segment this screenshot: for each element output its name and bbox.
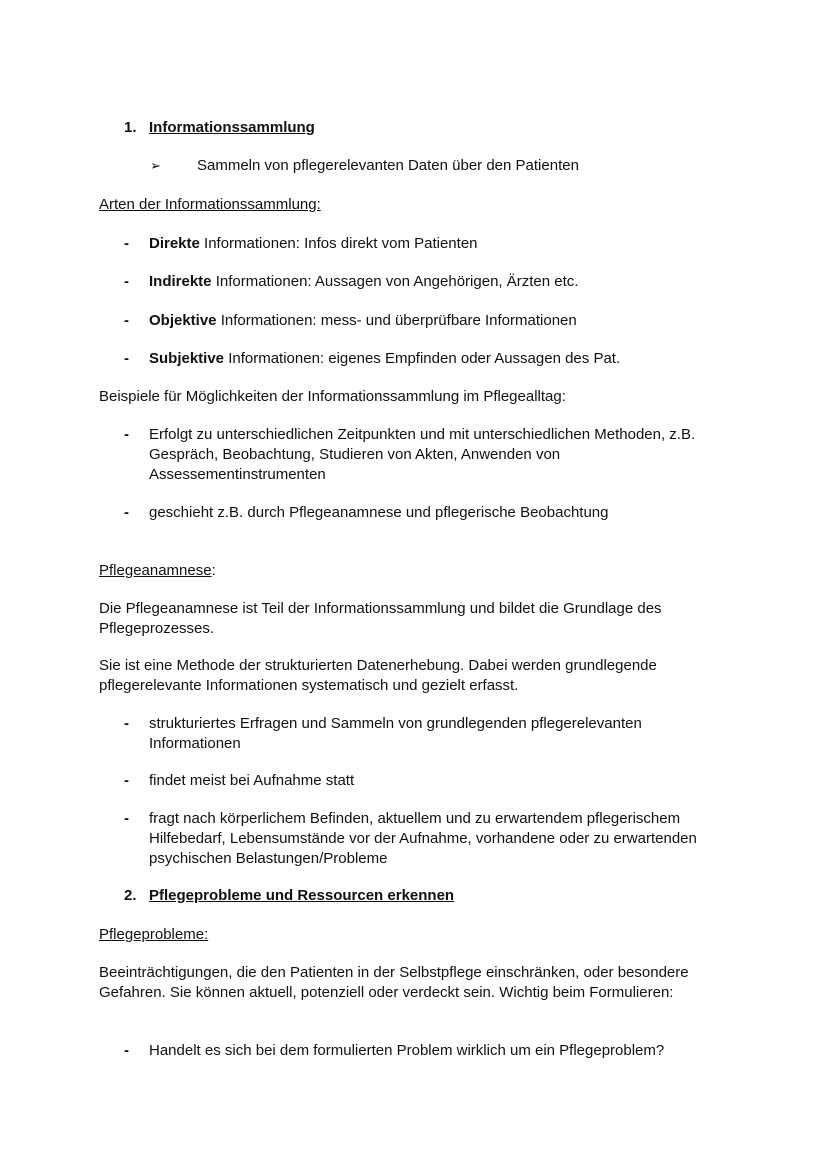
list-item: Handelt es sich bei dem formulierten Problem wirklich um ein Pflegeproblem? bbox=[149, 1042, 665, 1059]
pflegeanamnese-paragraph-2: Sie ist eine Methode der strukturierten Datenerhebung. Dabei werden grundlegende pflegerelevante Informationen systematisch und gezielt erfasst. bbox=[99, 657, 657, 694]
dash-bullet: - bbox=[124, 772, 129, 789]
beispiele-intro: Beispiele für Möglichkeiten der Informationssammlung im Pflegealltag: bbox=[99, 388, 566, 405]
arrow-bullet-icon: ➢ bbox=[150, 158, 161, 173]
dash-bullet: - bbox=[124, 715, 129, 732]
pflegeanamnese-paragraph-1: Die Pflegeanamnese ist Teil der Informationssammlung und bildet die Grundlage des Pflegeprozesses. bbox=[99, 600, 662, 637]
dash-bullet: - bbox=[124, 810, 129, 827]
list-item: Indirekte Informationen: Aussagen von Angehörigen, Ärzten etc. bbox=[149, 273, 579, 290]
pflegeprobleme-paragraph: Beeinträchtigungen, die den Patienten in der Selbstpflege einschränken, oder besondere Gefahren. Sie können aktuell, potenziell oder verdeckt sein. Wichtig beim Formulieren: bbox=[99, 964, 689, 1001]
arten-heading: Arten der Informationssammlung: bbox=[99, 196, 321, 213]
dash-bullet: - bbox=[124, 504, 129, 521]
section-number-1: 1. bbox=[124, 119, 137, 136]
pflegeanamnese-heading: Pflegeanamnese: bbox=[99, 562, 216, 579]
list-item: findet meist bei Aufnahme statt bbox=[149, 772, 355, 789]
pflegeprobleme-heading: Pflegeprobleme: bbox=[99, 926, 209, 943]
dash-bullet: - bbox=[124, 235, 129, 252]
list-item: fragt nach körperlichem Befinden, aktuellem und zu erwartendem pflegerischem Hilfebedarf, Lebensumstände vor der Aufnahme, vorhandene oder zu erwartenden psychischen Belastungen/Probleme bbox=[149, 810, 697, 867]
list-item: Subjektive Informationen: eigenes Empfinden oder Aussagen des Pat. bbox=[149, 350, 621, 367]
list-item: strukturiertes Erfragen und Sammeln von grundlegenden pflegerelevanten Informationen bbox=[149, 715, 642, 752]
list-item: geschieht z.B. durch Pflegeanamnese und pflegerische Beobachtung bbox=[149, 504, 609, 521]
section-title-2: Pflegeprobleme und Ressourcen erkennen bbox=[149, 887, 455, 904]
dash-bullet: - bbox=[124, 312, 129, 329]
section-number-2: 2. bbox=[124, 887, 137, 904]
list-item: Objektive Informationen: mess- und überprüfbare Informationen bbox=[149, 312, 577, 329]
dash-bullet: - bbox=[124, 273, 129, 290]
list-item: Direkte Informationen: Infos direkt vom Patienten bbox=[149, 235, 478, 252]
arrow-item-text: Sammeln von pflegerelevanten Daten über den Patienten bbox=[197, 157, 579, 174]
dash-bullet: - bbox=[124, 350, 129, 367]
section-title-1: Informationssammlung bbox=[149, 119, 315, 136]
list-item: Erfolgt zu unterschiedlichen Zeitpunkten und mit unterschiedlichen Methoden, z.B. Gespräch, Beobachtung, Studieren von Akten, Anwenden von Assessementinstrumenten bbox=[149, 426, 696, 483]
dash-bullet: - bbox=[124, 1042, 129, 1059]
dash-bullet: - bbox=[124, 426, 129, 443]
